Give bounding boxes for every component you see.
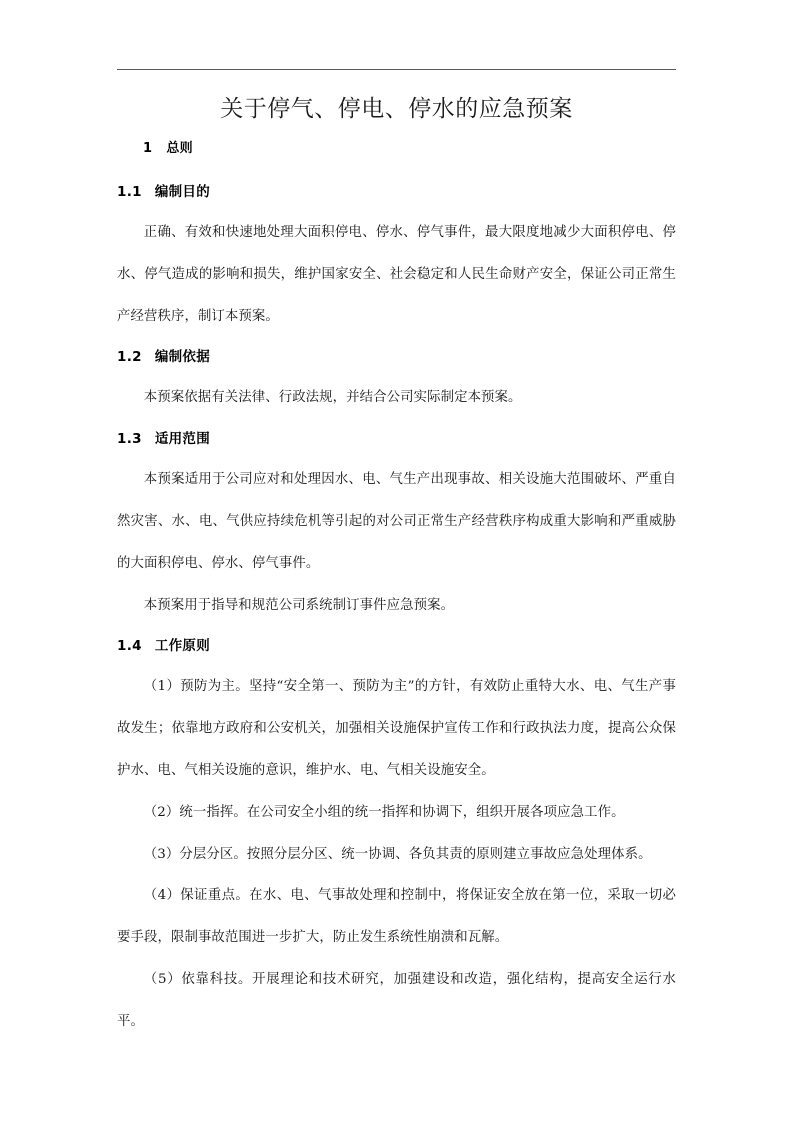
paragraph: 本预案适用于公司应对和处理因水、电、气生产出现事故、相关设施大范围破坏、严重自然灾害、水、电、气供应持续危机等引起的对公司正常生产经营秩序构成重大影响和严重威胁的大面积停电、停水、停气事件。 [117, 472, 676, 571]
paragraph: （2）统一指挥。在公司安全小组的统一指挥和协调下，组织开展各项应急工作。 [143, 804, 625, 820]
section-label: 适用范围 [154, 431, 211, 448]
chapter-heading-1 [117, 132, 676, 166]
section-label: 编制目的 [154, 184, 211, 200]
paragraph: 正确、有效和快速地处理大面积停电、停水、停气事件，最大限度地减少大面积停电、停水、停气造成的影响和损失，维护国家安全、社会稳定和人民生命财产安全，保证公司正常生产经营秩序，制订本预案。 [117, 225, 676, 324]
chapter-number: 1 [143, 141, 153, 156]
section-label: 编制依据 [154, 349, 211, 366]
page-title: 关于停气、停电、停水的应急预案 [220, 96, 573, 122]
section-heading-1-2 [117, 337, 676, 377]
paragraph: （1）预防为主。坚持“安全第一、预防为主”的方针，有效防止重特大水、电、气生产事故发生；依靠地方政府和公安机关，加强相关设施保护宣传工作和行政执法力度，提高公众保护水、电、气相关设施的意识，维护水、电、气相关设施安全。 [117, 679, 676, 778]
section-number: 1.4 [117, 638, 142, 655]
paragraph: 本预案依据有关法律、行政法规，并结合公司实际制定本预案。 [143, 390, 522, 406]
paragraph: （4）保证重点。在水、电、气事故处理和控制中，将保证安全放在第一位，采取一切必要手段，限制事故范围进一步扩大，防止发生系统性崩溃和瓦解。 [117, 888, 676, 946]
section-heading-1-4 [117, 626, 676, 666]
paragraph: （3）分层分区。按照分层分区、统一协调、各负其责的原则建立事故应急处理体系。 [143, 846, 652, 862]
chapter-label: 总则 [166, 141, 193, 156]
paragraph: 本预案用于指导和规范公司系统制订事件应急预案。 [143, 597, 455, 613]
document-body [117, 92, 676, 1043]
paragraph: （5）依靠科技。开展理论和技术研究，加强建设和改造，强化结构，提高安全运行水平。 [117, 971, 676, 1029]
section-number: 1.3 [117, 431, 142, 448]
section-heading-1-3 [117, 419, 676, 459]
section-number: 1.1 [117, 184, 142, 200]
section-number: 1.2 [117, 349, 142, 366]
header-rule [117, 69, 676, 70]
section-heading-1-1 [117, 172, 676, 212]
section-label: 工作原则 [154, 638, 211, 655]
